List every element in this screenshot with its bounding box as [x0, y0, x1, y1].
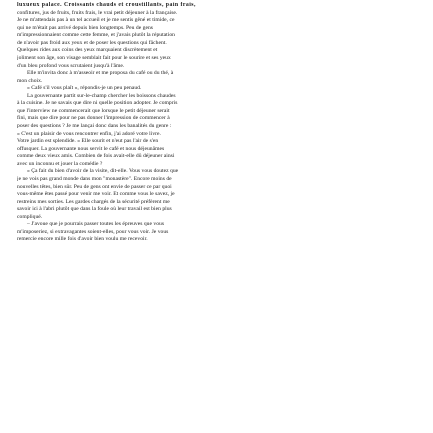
- text-line: remercie encore mille fois d'avoir bien voulu me recevoir.: [17, 236, 148, 243]
- text-line: qui ne m'était pas arrivé depuis bien longtemps. Peu de gens: [17, 24, 153, 31]
- text-line: nouvelles têtes, bien sûr. Peu de gens ont envie de passer ce par quoi: [17, 183, 172, 190]
- text-line: que l'interview ne commencerait que lorsque le petit déjeuner serait: [17, 107, 170, 114]
- text-line: comme deux vieux amis. Combien de fois avait-elle dû déjeuner ainsi: [17, 153, 175, 160]
- text-line: offusquer. La gouvernante nous servit le café et nous déjeunâmes: [17, 145, 165, 152]
- text-line: La gouvernante partit sur-le-champ chercher les boissons chaudes: [27, 92, 176, 99]
- text-line: confitures, jus de fruits, fruits frais, le vrai petit déjeuner à la française.: [17, 9, 178, 16]
- text-line: compliqué.: [17, 213, 43, 220]
- page-text: [17, 2, 416, 244]
- text-line: Elle m'invita donc à m'asseoir et me proposa du café ou du thé, à: [27, 70, 174, 77]
- text-line: savoir ici à l'abri plutôt que dans la foule où leur travail est bien plus: [17, 206, 172, 213]
- text-line: – J'avoue que je pourrais passer toutes les épreuves que vous: [27, 221, 165, 228]
- text-line: à la cuisine. Je ne savais que dire ni quelle position adopter. Je compris: [17, 100, 178, 107]
- text-line: Je ne m'attendais pas à un tel accueil et je me sentis gêné et timide, ce: [17, 17, 175, 24]
- text-line: « C'est un plaisir de vous rencontrer enfin, j'ai adoré votre livre.: [17, 130, 161, 137]
- text-line: « Ça fait du bien d'avoir de la visite, dit-elle. Vous vous doutez que: [27, 168, 179, 175]
- text-line: je ne vois pas grand monde dans mon "monastère". Encore moins de: [17, 175, 172, 182]
- text-line: mon choix.: [17, 77, 43, 84]
- text-line: fini, mais que dire pour ne pas donner l'impression de commencer à: [17, 115, 170, 122]
- text-line: Quelques rides aux coins des yeux marquaient discrètement et: [17, 47, 158, 54]
- text-line: m'imposeriez, si extravagantes soient-elles, pour vous voir. Je vous: [17, 228, 169, 235]
- text-line: d'un bleu profond vous scrutaient jusqu'à l'âme.: [17, 62, 125, 69]
- text-line: de n'avoir pas froid aux yeux et de poser les questions qui fâchent.: [17, 39, 167, 46]
- text-line: « Café s'il vous plaît », répondis-je un peu penaud.: [27, 85, 142, 92]
- text-line: restreins mes sorties. Les gardes chargés de la sécurité préfèrent me: [17, 198, 170, 205]
- text-line: luxueux palace. Croissants chauds et croustillants, pain frais,: [17, 2, 196, 8]
- text-line: Votre jardin est splendide. » Elle sourit et n'eut pas l'air de s'en: [17, 138, 159, 145]
- text-line: joliment son âge, son visage semblait fait pour le sourire et ses yeux: [17, 54, 171, 61]
- text-line: avec un inconnu et jouer la comédie ?: [17, 160, 103, 167]
- text-line: poser des questions ? Je me lançai donc dans les banalités du genre :: [17, 123, 172, 129]
- text-line: m'impressionnaient comme cette femme, et j'avais plutôt la réputation: [17, 32, 175, 39]
- text-line: vous-même êtes passé pour venir me voir. Et comme vous le savez, je: [17, 191, 175, 198]
